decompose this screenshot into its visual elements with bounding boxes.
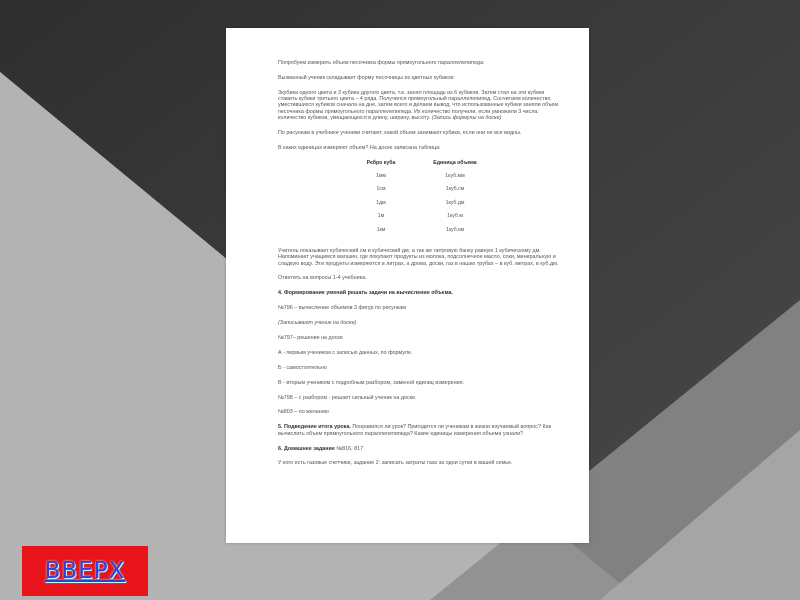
- table-row: [342, 200, 490, 213]
- table-cell: 1мм: [375, 173, 387, 180]
- task-item: А - первым учеником с записью данных, по формуле.: [278, 349, 413, 356]
- section-heading: 5. Подведение итога урока.: [278, 424, 351, 431]
- table-header-cell: Единица объема: [433, 159, 477, 166]
- task-item: Б - самостоятельно: [278, 364, 327, 371]
- paragraph: Попробуем измерить объем песочника формы прямоугольного параллелепипеда:: [278, 60, 485, 66]
- section-heading: 4. Формирование умений решать задачи на вычисление объема.: [278, 290, 454, 297]
- table-cell: 1куб.км: [445, 226, 465, 233]
- table-cell: 1куб.мм: [445, 173, 465, 180]
- paragraph: [278, 90, 565, 121]
- task-item: №796 – вычисление объемов 3 фигур по рисункам: [278, 305, 407, 312]
- paragraph: [278, 446, 565, 452]
- up-button-label[interactable]: ВВЕРХ: [44, 558, 126, 584]
- paragraph: Ответить на вопросы 1-4 учебника.: [278, 275, 367, 282]
- table-header-cell: Ребро куба: [366, 159, 396, 166]
- table-cell: 1м: [377, 213, 385, 220]
- table-cell: 1куб.см: [445, 186, 465, 193]
- table-cell: 1дм: [376, 199, 386, 206]
- paragraph-text: Понравился ли урок? Пригодится ли ученикам в жизни изучаемый вопрос? Как вычислить объем прямоугольного параллелепипеда? Какие единицы измерения объема узнали?: [278, 424, 551, 437]
- paragraph: Учитель показывает кубический см и кубический дм, а так же литровую банку равную 1 кубическому дм. Напоминает учащимся магазин, где покупают продукты из молока, подсолнечное масло, соки, минеральную и сладкую воду. Эти продукты измеряются в литрах, а дрова, доски, газ в наших трубах – в куб. метрах, в куб.дм.: [278, 247, 559, 267]
- paragraph: В каких единицах измеряют объем? На доске записана таблица:: [278, 144, 441, 151]
- units-table: [342, 160, 490, 240]
- section-heading: 6. Домашнее задание: [278, 445, 335, 452]
- task-item: №798 – с разбором - решает сильный ученик на доске.: [278, 394, 417, 401]
- table-row: [342, 186, 490, 199]
- table-row: [342, 213, 490, 226]
- table-row: [342, 227, 490, 240]
- paragraph: По рисункам в учебнике ученики считают, какой объем занимают кубики, если они не все видны.: [278, 129, 522, 136]
- table-cell: 1см: [376, 186, 386, 193]
- task-note: (Записывают ученик на доске): [278, 320, 357, 327]
- paragraph: Вызванный ученик складывает форму песочницы из цветных кубиков:: [278, 74, 455, 81]
- table-row: [342, 173, 490, 186]
- paragraph: У кого есть газовые счетчики, задание 2: записать затраты газа за одни сутки в вашей семье.: [278, 460, 513, 467]
- paragraph: [278, 424, 565, 437]
- table-cell: 1км: [376, 226, 386, 233]
- paragraph-text: Зкубика одного цвета и 3 кубика другого цвета, т.е. занял площадь из 6 кубиков. Затем стал на эти кубики ставить кубики третьего цвета – 4 ряда. Получился прямоугольный параллелепипед. Сосчитаем количество уместившихся кубиков сначала на дне, затем всего и делаем вывод, что использованные кубики заняли объем песочника формы прямоугольного параллелепипеда. Их количество получили, если умножили 3 числа: количество кубиков, умещающихся в длину, ширину, высоту.: [278, 89, 559, 121]
- task-item: №797– решение на доске: [278, 335, 343, 342]
- document-page: [226, 28, 589, 543]
- table-cell: 1куб.м: [447, 213, 463, 220]
- formula-note: (Запись формулы на доске): [431, 114, 502, 121]
- table-cell: 1куб.дм: [445, 199, 465, 206]
- task-item: №803 – по желанию: [278, 409, 329, 416]
- table-header-row: [342, 160, 490, 173]
- task-item: В - вторым учеником с подробным разбором, заменой единиц измерения.: [278, 379, 464, 386]
- paragraph-text: №816, 817: [334, 445, 364, 452]
- up-button[interactable]: [22, 546, 148, 596]
